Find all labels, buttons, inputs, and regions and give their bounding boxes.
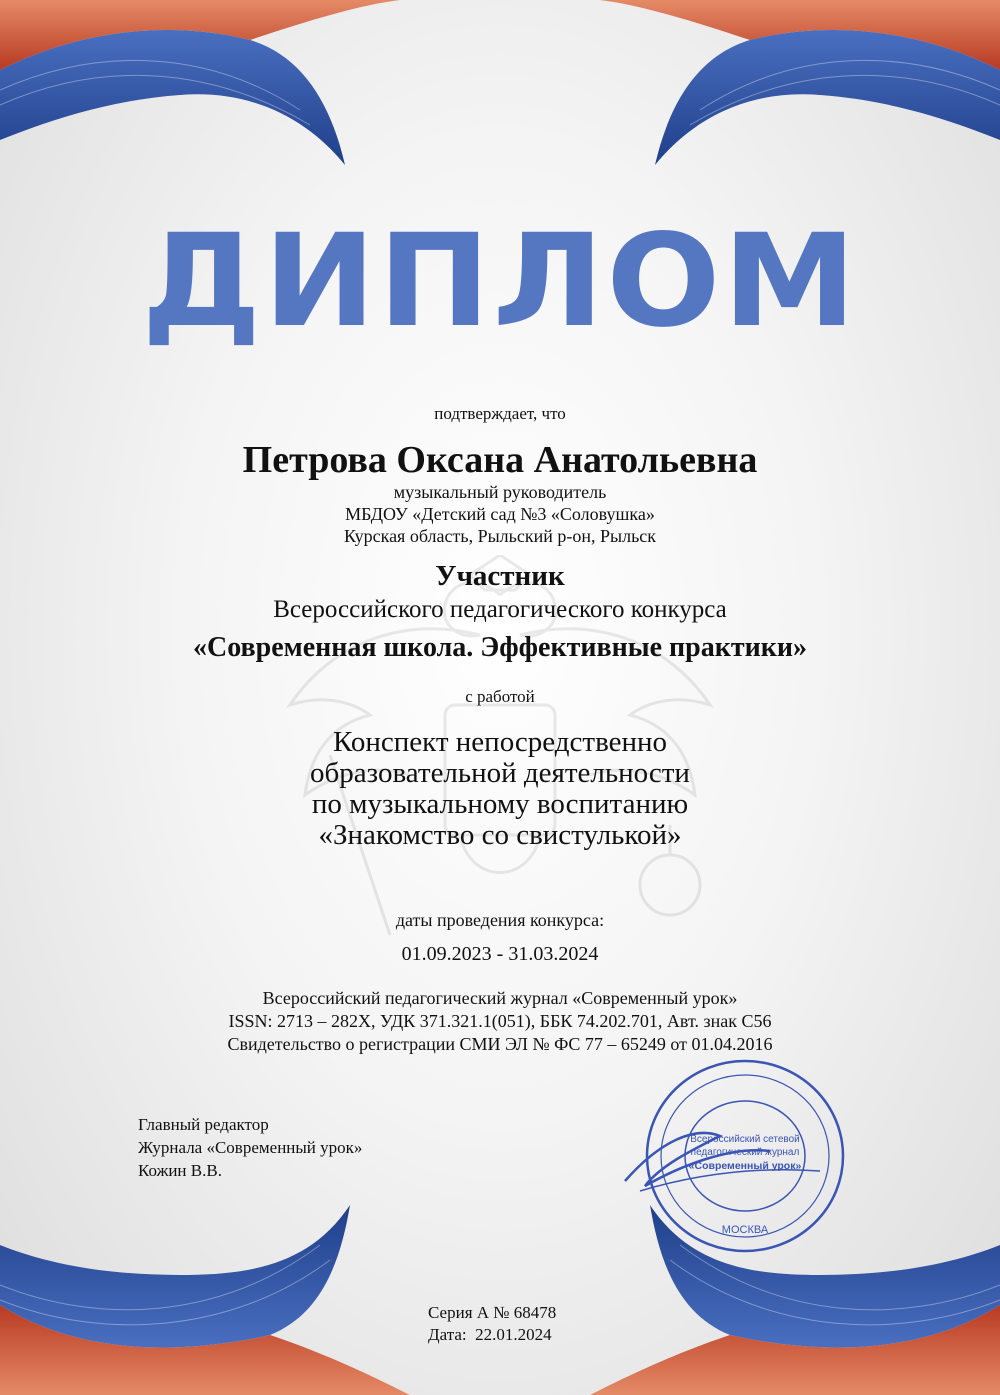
stamp-inner-line: педагогический журнал — [690, 1147, 800, 1158]
stamp-city: МОСКВА — [721, 1224, 769, 1236]
recipient-organization: МБДОУ «Детский сад №3 «Соловушка» — [345, 504, 655, 524]
issue-date — [428, 1324, 556, 1346]
work-title-line: по музыкальному воспитанию — [311, 788, 689, 820]
editor-name: Кожин В.В. — [138, 1161, 222, 1180]
work-title-line: «Знакомство со свистулькой» — [318, 819, 682, 851]
contest-kind: Всероссийского педагогического конкурса — [273, 596, 727, 623]
issue-date-value: 22.01.2024 — [475, 1325, 552, 1344]
recipient-position: музыкальный руководитель — [393, 482, 607, 502]
top-ribbon-decoration — [0, 0, 1000, 170]
confirms-text: подтверждает, что — [434, 404, 566, 423]
journal-info — [0, 987, 1000, 1056]
journal-info-line: ISSN: 2713 – 282X, УДК 371.321.1(051), ББК 74.202.701, Авт. знак С56 — [228, 1011, 772, 1031]
editor-block — [138, 1113, 362, 1182]
contest-name: «Современная школа. Эффективные практики» — [192, 632, 808, 663]
recipient-location: Курская область, Рыльский р-он, Рыльск — [343, 526, 657, 546]
work-title-line: образовательной деятельности — [310, 757, 690, 789]
work-title — [0, 727, 1000, 851]
recipient-info — [0, 481, 1000, 547]
award-status: Участник — [435, 560, 565, 592]
editor-line: Журнала «Современный урок» — [138, 1138, 363, 1157]
series-number: Серия А № 68478 — [428, 1303, 557, 1322]
contest-dates: 01.09.2023 - 31.03.2024 — [401, 943, 599, 965]
recipient-name: Петрова Оксана Анатольевна — [242, 439, 758, 481]
series-block — [428, 1302, 556, 1346]
work-title-line: Конспект непосредственно — [332, 726, 668, 758]
issue-date-label: Дата: — [428, 1325, 467, 1344]
stamp-inner-line: «Современный урок» — [688, 1160, 802, 1172]
journal-info-line: Всероссийский педагогический журнал «Современный урок» — [262, 988, 738, 1008]
journal-stamp — [620, 1056, 860, 1256]
dates-label: даты проведения конкурса: — [395, 910, 605, 930]
diploma-title: ДИПЛОМ — [141, 207, 859, 356]
work-intro: с работой — [465, 687, 535, 706]
journal-info-line: Свидетельство о регистрации СМИ ЭЛ № ФС 77 – 65249 от 01.04.2016 — [227, 1034, 773, 1054]
stamp-inner-line: Всероссийский сетевой — [690, 1134, 800, 1145]
editor-line: Главный редактор — [138, 1115, 269, 1134]
